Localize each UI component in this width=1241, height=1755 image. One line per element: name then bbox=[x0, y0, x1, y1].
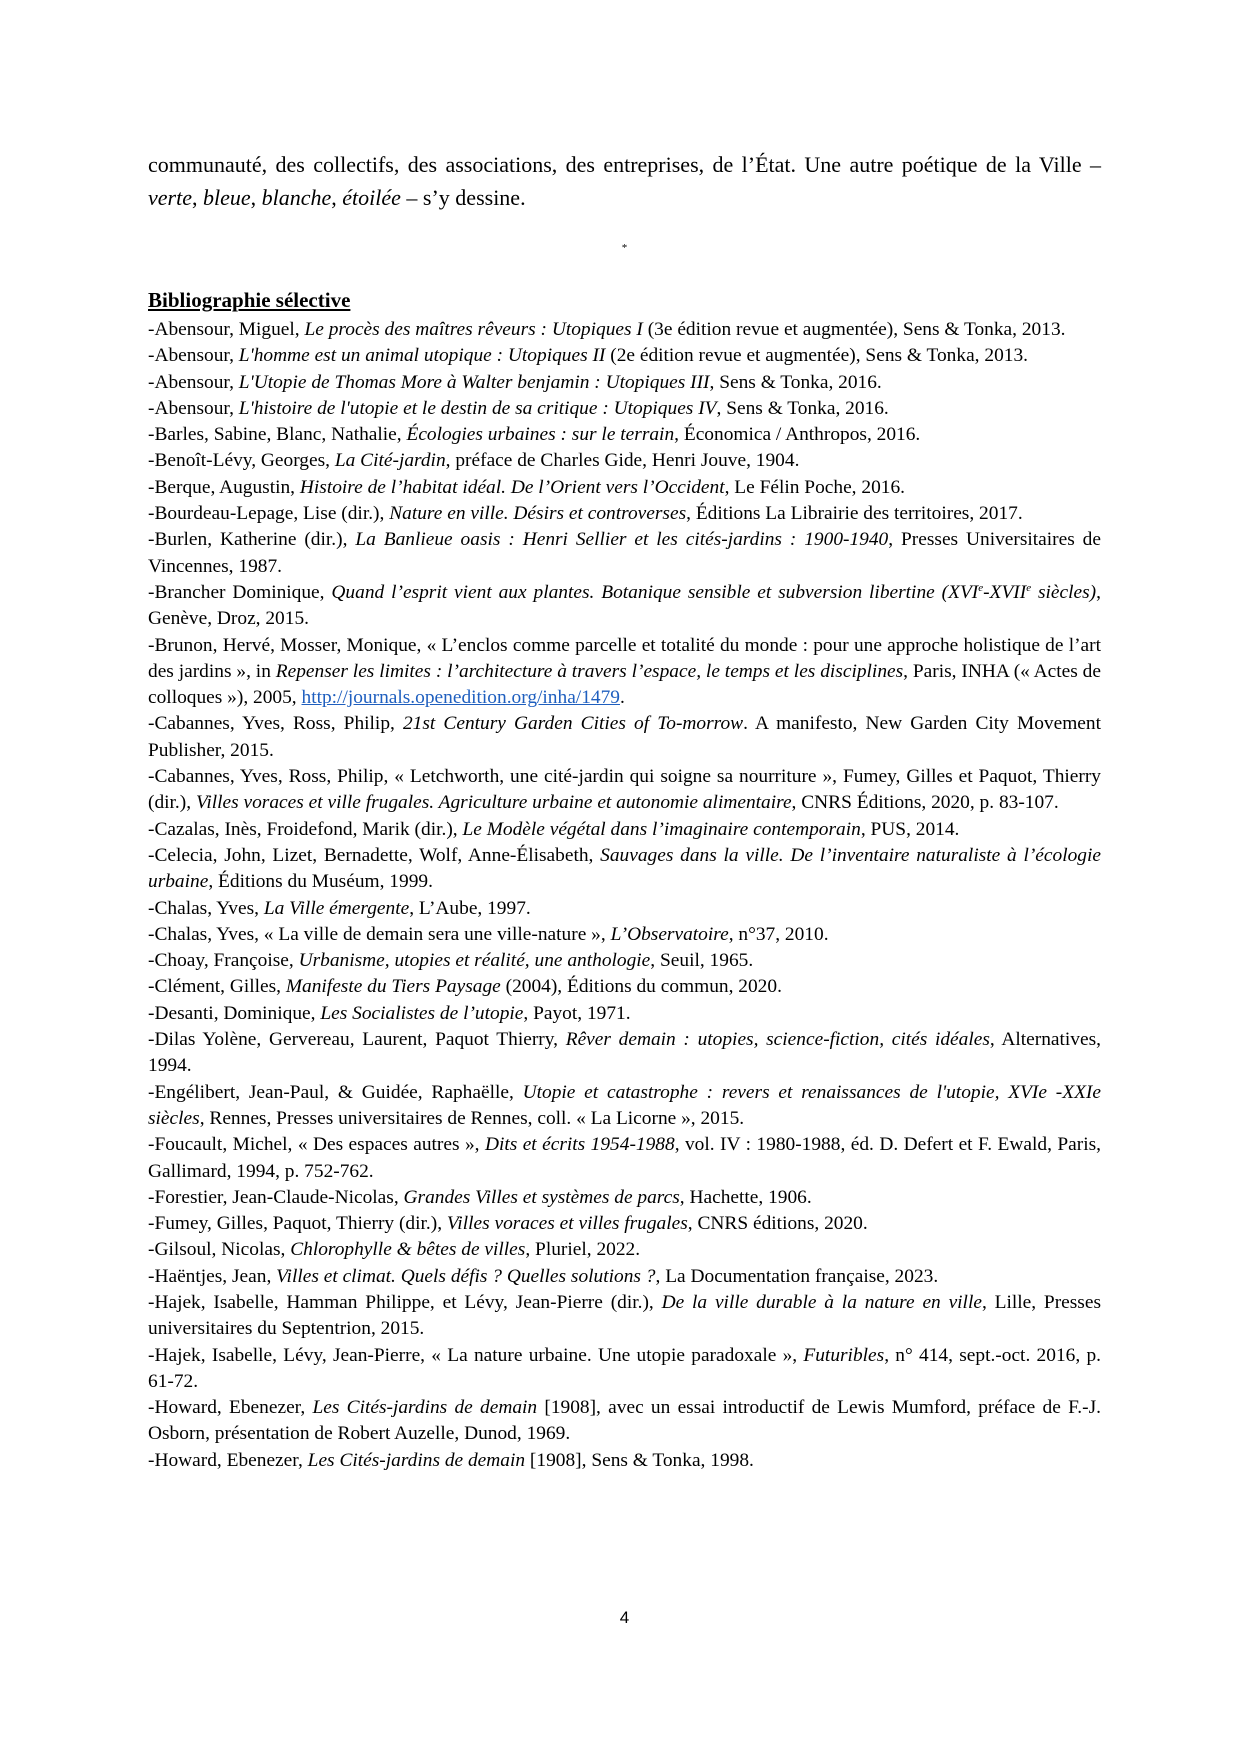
entry-title: Villes et climat. Quels défis ? Quelles solutions ? bbox=[276, 1265, 656, 1287]
entry-title: Urbanisme, utopies et réalité, une anthologie bbox=[298, 950, 651, 972]
entry-author: -Howard, Ebenezer, bbox=[148, 1449, 308, 1471]
entry-details: , Rennes, Presses universitaires de Rennes, coll. « La Licorne », 2015. bbox=[199, 1107, 745, 1129]
bibliography-entry bbox=[148, 475, 1101, 501]
entry-author: -Abensour, bbox=[148, 345, 239, 367]
entry-title: Chlorophylle & bêtes de villes bbox=[290, 1239, 526, 1261]
bibliography-entry bbox=[148, 1211, 1101, 1237]
bibliography-entry bbox=[148, 922, 1101, 948]
bibliography-entry bbox=[148, 817, 1101, 843]
entry-details: , Sens & Tonka, 2016. bbox=[709, 371, 882, 393]
entry-superscript: e bbox=[978, 581, 984, 594]
entry-title: L’Observatoire bbox=[610, 923, 729, 945]
bibliography-entry bbox=[148, 1264, 1101, 1290]
bibliography-entry bbox=[148, 1027, 1101, 1080]
entry-title: Villes voraces et villes frugales bbox=[446, 1213, 688, 1235]
bibliography-entry bbox=[148, 1395, 1101, 1448]
entry-author: -Celecia, John, Lizet, Bernadette, Wolf, Anne-Élisabeth, bbox=[148, 844, 601, 866]
entry-details: , Alternatives, 1994. bbox=[148, 1029, 1101, 1077]
entry-author: -Cabannes, Yves, Ross, Philip, « Letchworth, une cité-jardin qui soigne sa nourriture », Fumey, Gilles et Paquot, Thierry (dir.), bbox=[148, 766, 1101, 814]
entry-title: Grandes Villes et systèmes de parcs bbox=[403, 1186, 680, 1208]
entry-author: -Engélibert, Jean-Paul, & Guidée, Raphaëlle, bbox=[148, 1081, 523, 1103]
entry-details: , Presses Universitaires de Vincennes, 1987. bbox=[148, 529, 1101, 577]
entry-author: -Berque, Augustin, bbox=[148, 476, 300, 498]
entry-title: 21st Century Garden Cities of To-morrow bbox=[402, 713, 744, 735]
entry-author: -Choay, Françoise, bbox=[148, 950, 299, 972]
entry-title: Le procès des maîtres rêveurs : Utopiques I bbox=[304, 319, 643, 340]
entry-details: , préface de Charles Gide, Henri Jouve, 1904. bbox=[445, 450, 800, 472]
intro-text: , bbox=[191, 185, 203, 210]
entry-title: Dits et écrits 1954-1988 bbox=[484, 1134, 675, 1156]
entry-author: -Bourdeau-Lepage, Lise (dir.), bbox=[148, 503, 390, 525]
entry-author: -Foucault, Michel, « Des espaces autres », bbox=[148, 1134, 485, 1156]
entry-author: -Cabannes, Yves, Ross, Philip, bbox=[148, 713, 403, 735]
entry-author: -Hajek, Isabelle, Lévy, Jean-Pierre, « La nature urbaine. Une utopie paradoxale », bbox=[148, 1344, 804, 1366]
entry-author: -Cazalas, Inès, Froidefond, Marik (dir.), bbox=[148, 818, 463, 840]
entry-details: (3e édition revue et augmentée), Sens & Tonka, 2013. bbox=[642, 319, 1066, 340]
entry-author: -Howard, Ebenezer, bbox=[148, 1397, 313, 1419]
intro-text: , bbox=[331, 185, 343, 210]
entry-title: Quand l’esprit vient aux plantes. Botanique sensible et subversion libertine (XVI bbox=[331, 581, 979, 603]
bibliography-entry bbox=[148, 1448, 1101, 1474]
page-number: 4 bbox=[619, 1608, 630, 1627]
entry-details: [1908], avec un essai introductif de Lewis Mumford, préface de F.-J. Osborn, présentation de Robert Auzelle, Dunod, 1969. bbox=[148, 1397, 1102, 1445]
bibliography-entry bbox=[148, 633, 1101, 712]
entry-title: Les Socialistes de l’utopie bbox=[320, 1002, 524, 1024]
entry-author: -Abensour, bbox=[148, 397, 239, 419]
entry-details: , CNRS éditions, 2020. bbox=[687, 1213, 868, 1235]
bibliography-title: Bibliographie sélective bbox=[148, 288, 351, 312]
bibliography-entry bbox=[148, 843, 1101, 896]
entry-details: , Éditions du Muséum, 1999. bbox=[208, 871, 433, 893]
entry-author: -Benoît-Lévy, Georges, bbox=[148, 450, 335, 472]
entry-author: -Abensour, bbox=[148, 371, 239, 393]
bibliography-entry bbox=[148, 1185, 1101, 1211]
entry-details: (2e édition revue et augmentée), Sens & Tonka, 2013. bbox=[605, 345, 1028, 367]
entry-title: L'homme est un animal utopique : Utopiques II bbox=[238, 345, 606, 367]
entry-title: L'Utopie de Thomas More à Walter benjamin : Utopiques III bbox=[238, 371, 710, 393]
bibliography-entry bbox=[148, 527, 1101, 580]
bibliography-entry bbox=[148, 711, 1101, 764]
entry-author: -Desanti, Dominique, bbox=[148, 1002, 321, 1024]
bibliography-entry bbox=[148, 448, 1101, 474]
entry-title: Les Cités-jardins de demain bbox=[307, 1449, 526, 1471]
entry-author: -Gilsoul, Nicolas, bbox=[148, 1239, 291, 1261]
bibliography-entry bbox=[148, 370, 1101, 396]
entry-details: , Le Félin Poche, 2016. bbox=[724, 476, 906, 498]
entry-title: La Banlieue oasis : Henri Sellier et les cités-jardins : 1900-1940 bbox=[355, 529, 889, 551]
entry-details: , Seuil, 1965. bbox=[650, 950, 754, 972]
intro-emphasis: étoilée bbox=[342, 185, 401, 210]
entry-details: , CNRS Éditions, 2020, p. 83-107. bbox=[791, 792, 1059, 814]
bibliography-entry bbox=[148, 1001, 1101, 1027]
entry-title: Écologies urbaines : sur le terrain bbox=[406, 424, 675, 446]
entry-details: (2004), Éditions du commun, 2020. bbox=[500, 976, 782, 998]
bibliography-entry bbox=[148, 896, 1101, 922]
entry-title: Manifeste du Tiers Paysage bbox=[285, 976, 501, 998]
entry-author: -Haëntjes, Jean, bbox=[148, 1265, 277, 1287]
intro-emphasis: verte bbox=[148, 185, 192, 210]
entry-author: -Chalas, Yves, « La ville de demain sera une ville-nature », bbox=[148, 923, 611, 945]
entry-superscript: e bbox=[1026, 581, 1032, 594]
entry-details: , n° 414, sept.-oct. 2016, p. 61-72. bbox=[148, 1344, 1102, 1392]
entry-title: La Ville émergente bbox=[263, 897, 410, 919]
entry-author: -Hajek, Isabelle, Hamman Philippe, et Lévy, Jean-Pierre (dir.), bbox=[148, 1291, 662, 1313]
bibliography-entry bbox=[148, 1080, 1101, 1133]
intro-emphasis: blanche bbox=[261, 185, 332, 210]
entry-details: , PUS, 2014. bbox=[860, 818, 960, 840]
entry-author: -Brunon, Hervé, Mosser, Monique, « L’enclos comme parcelle et totalité du monde : pour une approche holistique de l’art des jardins », in bbox=[148, 634, 1101, 682]
bibliography-entry bbox=[148, 422, 1101, 448]
entry-title: Futuribles bbox=[803, 1344, 885, 1366]
entry-details: , Payot, 1971. bbox=[523, 1002, 631, 1024]
entry-title: -XVII bbox=[983, 581, 1027, 603]
entry-title: La Cité-jardin bbox=[334, 450, 446, 472]
entry-title: L'histoire de l'utopie et le destin de sa critique : Utopiques IV bbox=[238, 397, 717, 419]
entry-title: Utopie et catastrophe : revers et renaissances de l'utopie, XVIe -XXIe siècles bbox=[148, 1081, 1101, 1129]
intro-emphasis: bleue bbox=[202, 185, 251, 210]
bibliography-entry bbox=[148, 580, 1101, 633]
entry-details: , Éditions La Librairie des territoires, 2017. bbox=[686, 503, 1023, 525]
entry-title: Les Cités-jardins de demain bbox=[312, 1397, 538, 1419]
entry-author: -Barles, Sabine, Blanc, Nathalie, bbox=[148, 424, 407, 446]
entry-author: -Brancher Dominique, bbox=[148, 581, 332, 603]
entry-details: , Lille, Presses universitaires du Septentrion, 2015. bbox=[148, 1291, 1101, 1340]
entry-details: , Hachette, 1906. bbox=[679, 1186, 812, 1208]
entry-title: Sauvages dans la ville. De l’inventaire naturaliste à l’écologie urbaine bbox=[148, 844, 1101, 893]
bibliography-list bbox=[148, 317, 1101, 1474]
bibliography-entry bbox=[148, 317, 1101, 343]
entry-author: -Abensour, Miguel, bbox=[148, 319, 305, 340]
entry-author: -Dilas Yolène, Gervereau, Laurent, Paquot Thierry, bbox=[148, 1029, 566, 1051]
entry-author: -Burlen, Katherine (dir.), bbox=[148, 529, 356, 551]
bibliography-entry bbox=[148, 948, 1101, 974]
entry-details: , Économica / Anthropos, 2016. bbox=[674, 424, 921, 446]
bibliography-entry bbox=[148, 1132, 1101, 1185]
entry-details: [1908], Sens & Tonka, 1998. bbox=[525, 1449, 754, 1471]
bibliography-entry bbox=[148, 764, 1101, 817]
entry-details: , L’Aube, 1997. bbox=[409, 897, 531, 919]
bibliography-entry bbox=[148, 1290, 1101, 1343]
bibliography-entry bbox=[148, 501, 1101, 527]
entry-details: , Genève, Droz, 2015. bbox=[148, 581, 1101, 630]
entry-link[interactable]: http://journals.openedition.org/inha/1479 bbox=[301, 687, 620, 709]
intro-text: communauté, des collectifs, des associations, des entreprises, de l’État. Une autre poétique de la Ville – bbox=[148, 152, 1101, 177]
entry-author: -Chalas, Yves, bbox=[148, 897, 264, 919]
bibliography-entry bbox=[148, 343, 1101, 369]
entry-title: Rêver demain : utopies, science-fiction, cités idéales bbox=[565, 1029, 990, 1051]
entry-title: Repenser les limites : l’architecture à travers l’espace, le temps et les disciplines bbox=[275, 660, 904, 682]
entry-details: . bbox=[619, 687, 625, 709]
entry-title: Le Modèle végétal dans l’imaginaire contemporain bbox=[462, 818, 861, 840]
entry-details: , Paris, INHA (« Actes de colloques »), 2005, bbox=[148, 660, 1101, 709]
entry-title: Histoire de l’habitat idéal. De l’Orient vers l’Occident bbox=[299, 476, 725, 498]
entry-details: , La Documentation française, 2023. bbox=[655, 1265, 939, 1287]
entry-details: , n°37, 2010. bbox=[728, 923, 829, 945]
entry-details: , Pluriel, 2022. bbox=[525, 1239, 641, 1261]
entry-author: -Forestier, Jean-Claude-Nicolas, bbox=[148, 1186, 404, 1208]
entry-details: . A manifesto, New Garden City Movement Publisher, 2015. bbox=[148, 713, 1101, 761]
entry-author: -Fumey, Gilles, Paquot, Thierry (dir.), bbox=[148, 1213, 447, 1235]
bibliography-entry bbox=[148, 396, 1101, 422]
entry-details: , Sens & Tonka, 2016. bbox=[716, 397, 889, 419]
entry-details: , vol. IV : 1980-1988, éd. D. Defert et F. Ewald, Paris, Gallimard, 1994, p. 752-762. bbox=[148, 1134, 1101, 1182]
entry-author: -Clément, Gilles, bbox=[148, 976, 286, 998]
entry-title: De la ville durable à la nature en ville bbox=[661, 1291, 982, 1313]
intro-text: – s’y dessine. bbox=[400, 185, 526, 210]
entry-title: Villes voraces et ville frugales. Agriculture urbaine et autonomie alimentaire bbox=[195, 792, 792, 814]
bibliography-entry bbox=[148, 974, 1101, 1000]
bibliography-entry bbox=[148, 1343, 1101, 1396]
bibliography-entry bbox=[148, 1237, 1101, 1263]
intro-paragraph bbox=[148, 148, 1101, 214]
section-separator: * bbox=[621, 242, 628, 254]
entry-title: siècles) bbox=[1031, 581, 1097, 603]
intro-text: , bbox=[250, 185, 262, 210]
entry-title: Nature en ville. Désirs et controverses bbox=[389, 503, 687, 525]
